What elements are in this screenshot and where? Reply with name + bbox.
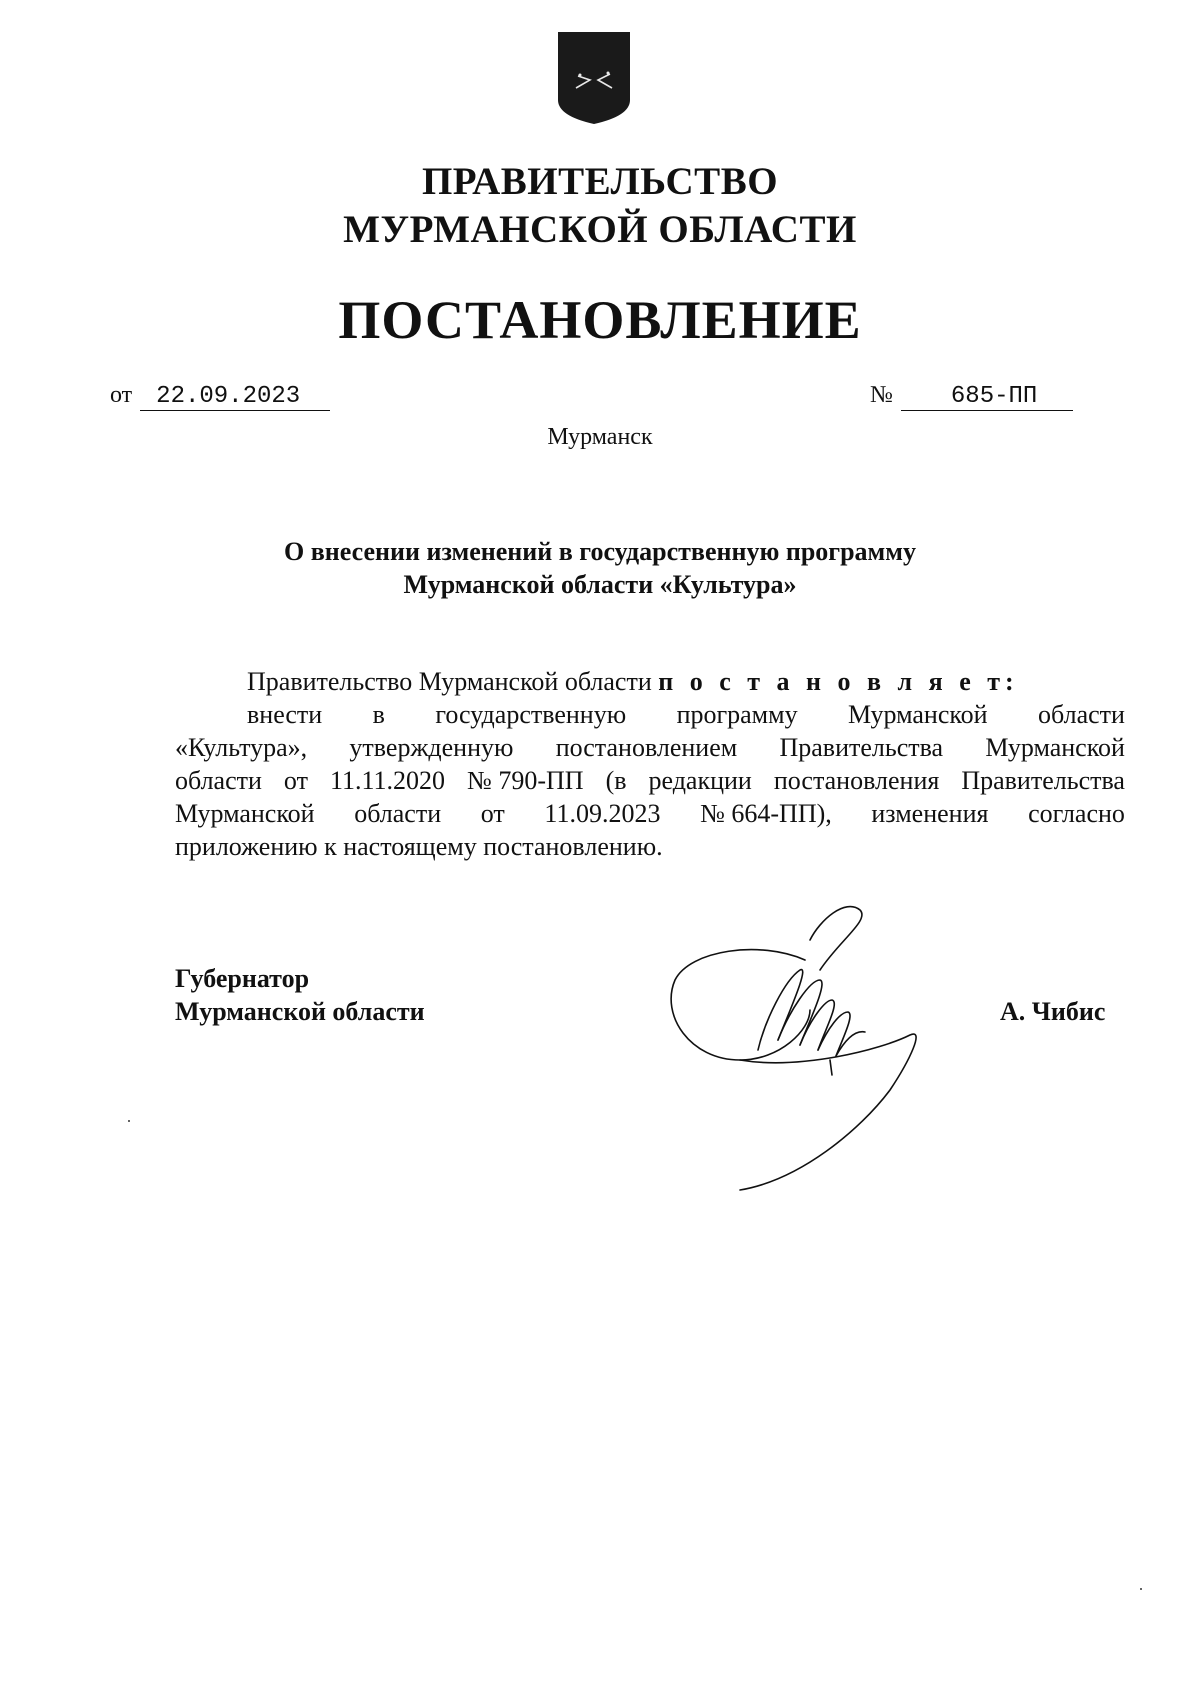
document-body xyxy=(175,665,1125,863)
signer-position xyxy=(175,962,425,1028)
word: в xyxy=(372,700,385,729)
word: редакции xyxy=(648,766,752,795)
signer-position-line-2: Мурманской области xyxy=(175,997,425,1026)
document-number: 685-ПП xyxy=(901,384,1073,411)
word: области xyxy=(175,766,262,795)
word: № 664-ПП), xyxy=(700,799,832,828)
subject-line-2: Мурманской области «Культура» xyxy=(403,570,797,599)
government-name xyxy=(0,158,1200,254)
document-type: ПОСТАНОВЛЕНИЕ xyxy=(338,290,862,350)
word: Мурманской xyxy=(848,700,988,729)
resolve-word: п о с т а н о в л я е т: xyxy=(658,667,1019,696)
word: «Культура», xyxy=(175,733,308,762)
word: утвержденную xyxy=(349,733,514,762)
word: Правительства xyxy=(779,733,944,762)
word: области xyxy=(1038,700,1125,729)
body-line-1 xyxy=(175,698,1125,731)
scan-artifact xyxy=(1140,1588,1142,1590)
government-line-2: МУРМАНСКОЙ ОБЛАСТИ xyxy=(343,208,857,251)
handwritten-signature xyxy=(660,900,1000,1200)
body-line-4 xyxy=(175,797,1125,830)
signer-position-line-1: Губернатор xyxy=(175,964,310,993)
word: от xyxy=(283,766,308,795)
word: области xyxy=(354,799,442,828)
word: 11.09.2023 xyxy=(544,799,661,828)
word: постановления xyxy=(773,766,940,795)
body-line-2 xyxy=(175,731,1125,764)
scan-artifact xyxy=(128,1120,130,1122)
document-date: 22.09.2023 xyxy=(140,384,330,411)
word: Правительства xyxy=(961,766,1125,795)
word: внести xyxy=(247,700,323,729)
word: № 790-ПП xyxy=(467,766,584,795)
word: согласно xyxy=(1028,799,1125,828)
word: государственную xyxy=(435,700,627,729)
word: (в xyxy=(605,766,627,795)
body-line-3 xyxy=(175,764,1125,797)
word: Мурманской xyxy=(175,799,315,828)
document-subject xyxy=(0,535,1200,601)
word: изменения xyxy=(871,799,989,828)
government-line-1: ПРАВИТЕЛЬСТВО xyxy=(421,160,779,203)
date-prefix: от xyxy=(110,382,133,408)
word: программу xyxy=(676,700,798,729)
word: 11.11.2020 xyxy=(329,766,446,795)
signer-name: А. Чибис xyxy=(1000,997,1106,1026)
number-row xyxy=(870,380,1073,411)
word: от xyxy=(480,799,505,828)
word: постановлением xyxy=(555,733,738,762)
word: Мурманской xyxy=(985,733,1125,762)
resolve-intro: Правительство Мурманской области xyxy=(247,667,652,696)
body-line-5: приложению к настоящему постановлению. xyxy=(175,832,663,861)
resolve-line xyxy=(175,665,1125,698)
city: Мурманск xyxy=(547,424,653,450)
coat-of-arms-icon xyxy=(556,30,632,126)
subject-line-1: О внесении изменений в государственную программу xyxy=(284,537,916,566)
number-prefix: № xyxy=(870,382,893,408)
date-row xyxy=(110,380,330,411)
